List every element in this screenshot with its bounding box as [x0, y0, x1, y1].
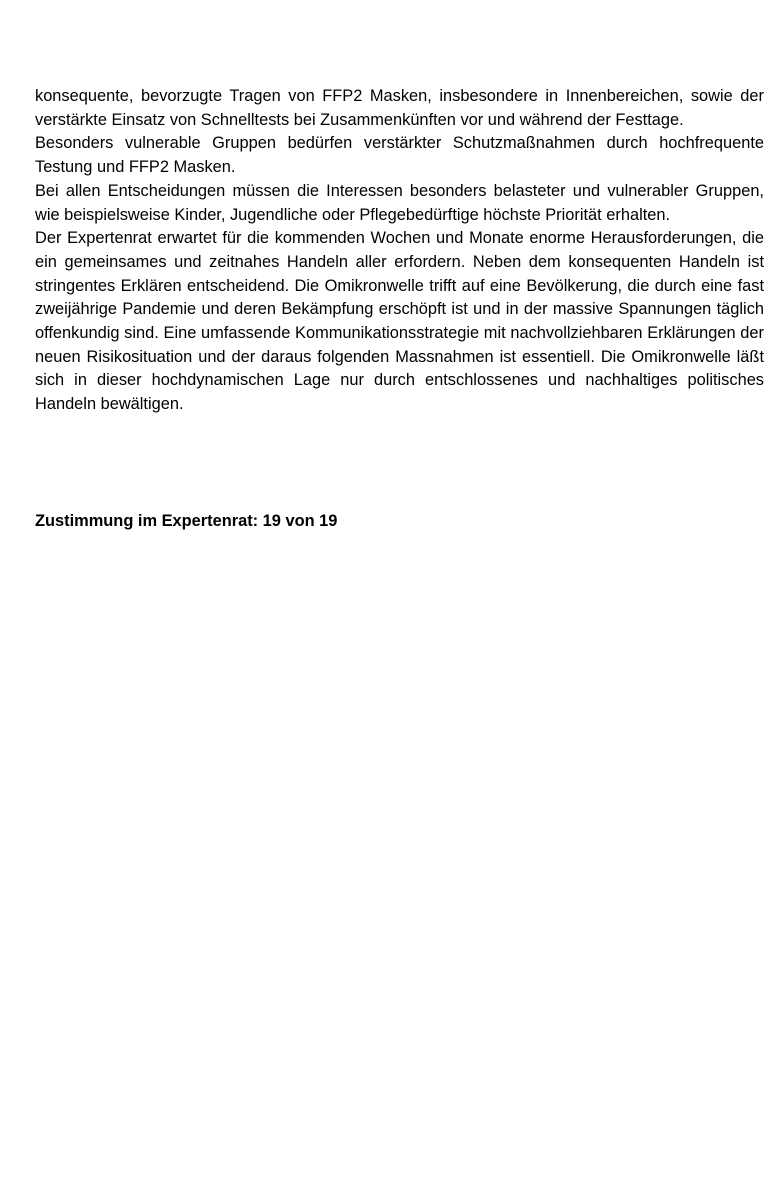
- paragraph-priorities: Bei allen Entscheidungen müssen die Interessen besonders belasteter und vulnerabler Gruppen, wie beispielsweise Kinder, Jugendliche oder Pflegebedürftige höchste Priorität erhalten.: [35, 181, 764, 224]
- paragraph-vulnerable-groups: Besonders vulnerable Gruppen bedürfen verstärkter Schutzmaßnahmen durch hochfrequente Testung und FFP2 Masken.: [35, 134, 764, 177]
- paragraph-masks-tests: konsequente, bevorzugte Tragen von FFP2 Masken, insbesondere in Innenbereichen, sowie der verstärkte Einsatz von Schnelltests bei Zusammenkünften vor und während der Festtage.: [35, 87, 764, 129]
- approval-statement: Zustimmung im Expertenrat: 19 von 19: [35, 512, 338, 530]
- document-body: [35, 85, 764, 417]
- paragraph-expert-council-outlook: Der Expertenrat erwartet für die kommenden Wochen und Monate enorme Herausforderungen, die ein gemeinsames und zeitnahes Handeln aller erfordern. Neben dem konsequenten Handeln ist stringentes Erklären entscheidend. Die Omikronwelle trifft auf eine Bevölkerung, die durch eine fast zweijährige Pandemie und deren Bekämpfung erschöpft ist und in der massive Spannungen täglich offenkundig sind. Eine umfassende Kommunikationsstrategie mit nachvollziehbaren Erklärungen der neuen Risikosituation und der daraus folgenden Massnahmen ist essentiell. Die Omikronwelle läßt sich in dieser hochdynamischen Lage nur durch entschlossenes und nachhaltiges politisches Handeln bewältigen.: [35, 229, 764, 414]
